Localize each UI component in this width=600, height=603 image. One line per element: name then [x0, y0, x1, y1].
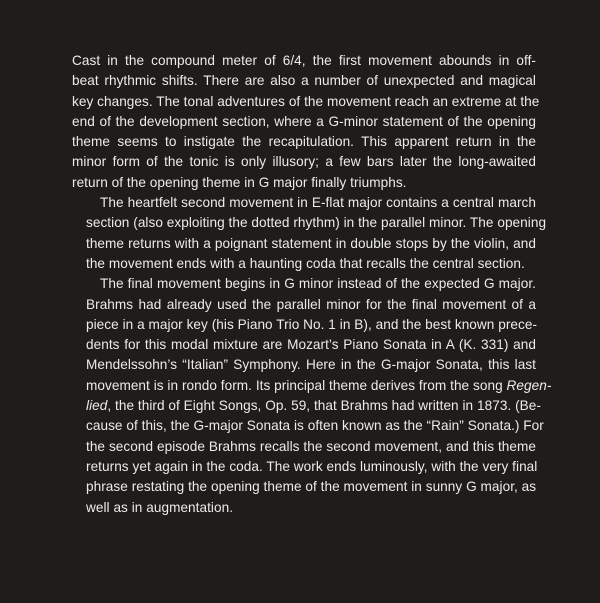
paragraph-second-movement [72, 193, 547, 274]
text-line: returns yet again in the coda. The work ends luminously, with the very final [86, 458, 538, 474]
text-line: minor form of the tonic is only illusory; a few bars later the long-awaited [72, 154, 536, 170]
text-line: end of the development section, where a G-minor statement of the opening [72, 113, 536, 129]
text-line: key changes. The tonal adventures of the movement reach an extreme at the [72, 93, 540, 109]
song-title-italic: Regen- [506, 377, 552, 393]
text-line: phrase restating the opening theme of the movement in sunny G major, as [86, 479, 537, 495]
text-line: The final movement begins in G minor instead of the expected G major. [100, 276, 536, 292]
text-line: Brahms had already used the parallel minor for the final movement of a [86, 296, 536, 312]
text-line-with-italic [72, 396, 541, 416]
text-run: movement is in rondo form. Its principal theme derives from the song [86, 377, 503, 393]
text-line: piece in a major key (his Piano Trio No. 1 in B), and the best known prece- [86, 316, 538, 332]
text-line: well as in augmentation. [86, 499, 234, 515]
text-line: theme returns with a poignant statement in double stops by the violin, and [86, 235, 536, 251]
text-line-with-italic [72, 376, 552, 396]
liner-notes-text [72, 51, 552, 518]
song-title-italic-end: lied [86, 398, 108, 414]
text-line: Mendelssohn’s “Italian” Symphony. Here in the G-major Sonata, this last [86, 357, 536, 373]
text-line: Cast in the compound meter of 6/4, the first movement abounds in off- [72, 53, 536, 68]
text-line: return of the opening theme in G major finally triumphs. [72, 174, 407, 190]
text-line: theme seems to instigate the recapitulation. This apparent return in the [72, 134, 536, 150]
text-line: the second episode Brahms recalls the second movement, and this theme [86, 438, 536, 454]
text-line: cause of this, the G-major Sonata is often known as the “Rain” Sonata.) For [86, 418, 544, 434]
text-run: , the third of Eight Songs, Op. 59, that Brahms had written in 1873. (Be- [107, 398, 541, 414]
paragraph-final-movement [72, 274, 552, 518]
paragraph-first-movement [72, 51, 540, 193]
text-line: dents for this modal mixture are Mozart’s Piano Sonata in A (K. 331) and [86, 337, 536, 353]
text-line: the movement ends with a haunting coda that recalls the central section. [86, 255, 525, 271]
text-line: section (also exploiting the dotted rhythm) in the parallel minor. The opening [86, 215, 547, 231]
text-line: beat rhythmic shifts. There are also a number of unexpected and magical [72, 73, 536, 89]
text-line: The heartfelt second movement in E-flat major contains a central march [100, 195, 536, 211]
